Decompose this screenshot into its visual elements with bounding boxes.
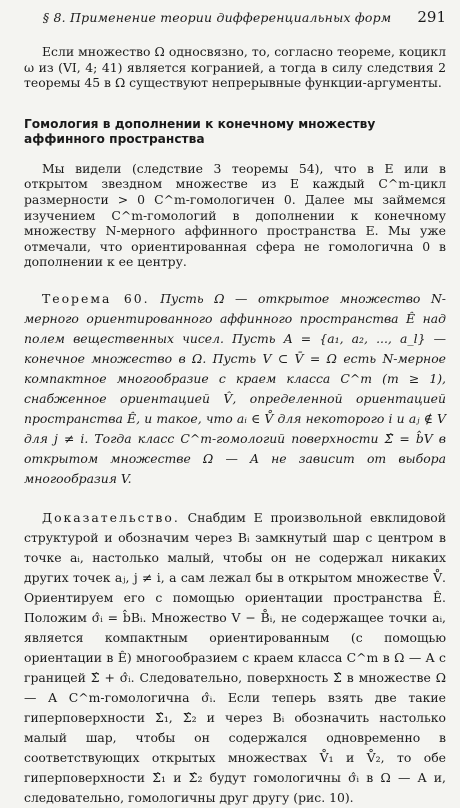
- paragraph-intro: Если множество Ω односвязно, то, согласно теореме, коцикл ω из (VI, 4; 41) является когранией, а тогда в силу следствия 2 теоремы 45 в Ω существуют непрерывные функции-аргументы.: [24, 44, 446, 91]
- page-number: 291: [417, 8, 446, 26]
- section-heading: Гомология в дополнении к конечному множеству аффинного пространства: [24, 116, 376, 146]
- section-title: § 8. Применение теории дифференциальных форм: [42, 10, 392, 25]
- proof-text: Снабдим E произвольной евклидовой структурой и обозначим через Bᵢ замкнутый шар с центром в точке aᵢ, настолько малый, чтобы он не содержал никаких других точек aⱼ, j ≠ i, а сам лежал бы в открытом множестве V̊. Ориентируем его с помощью ориентации пространства Ê. Положим σ̂ᵢ = b̂Bᵢ. Множество V − B̊ᵢ, не содержащее точки aᵢ, является компактным ориентированным (с помощью ориентации в Ê) многообразием с краем класса C^m в Ω — A с границей Σ̂ + σ̂ᵢ. Следовательно, поверхность Σ̂ в множестве Ω — A C^m-гомологична σ̂ᵢ. Если теперь взять две такие гиперповерхности Σ̂₁, Σ̂₂ и через Bᵢ обозначить настолько малый шар, чтобы он содержался одновременно в соответствующих открытых множествах V̊₁ и V̊₂, то обе гиперповерхности Σ̂₁ и Σ̂₂ будут гомологичны σ̂ᵢ в Ω — A и, следовательно, гомологичны друг другу (рис. 10).: [24, 509, 446, 805]
- proof-lead: Доказательство.: [42, 509, 180, 525]
- theorem-text: Пусть Ω — открытое множество N-мерного ориентированного аффинного пространства Ê над полем вещественных чисел. Пусть A = {a₁, a₂, ..., a_l} — конечное множество в Ω. Пусть V ⊂ V̄ = Ω есть N-мерное компактное многообразие с краем класса C^m (m ≥ 1), снабженное ориентацией V̂, определенной ориентацией пространства Ê, и такое, что aᵢ ∈ V̊ для некоторого i и aⱼ ∉ V для j ≠ i. Тогда класс C^m-гомологий поверхности Σ̂ = b̂V в открытом множестве Ω — A не зависит от выбора многообразия V.: [24, 290, 446, 486]
- running-header: [24, 8, 446, 30]
- theorem-lead: Теорема 60.: [42, 290, 150, 306]
- paragraph-homology: Мы видели (следствие 3 теоремы 54), что в E или в открытом звездном множестве из E каждый C^m-цикл размерности > 0 C^m-гомологичен 0. Далее мы займемся изучением C^m-гомологий в дополнении к конечному множеству N-мерного аффинного пространства E. Мы уже отмечали, что ориентированная сфера не гомологична 0 в дополнении к ее центру.: [24, 160, 446, 270]
- theorem-60: [24, 289, 446, 489]
- proof: [24, 508, 446, 808]
